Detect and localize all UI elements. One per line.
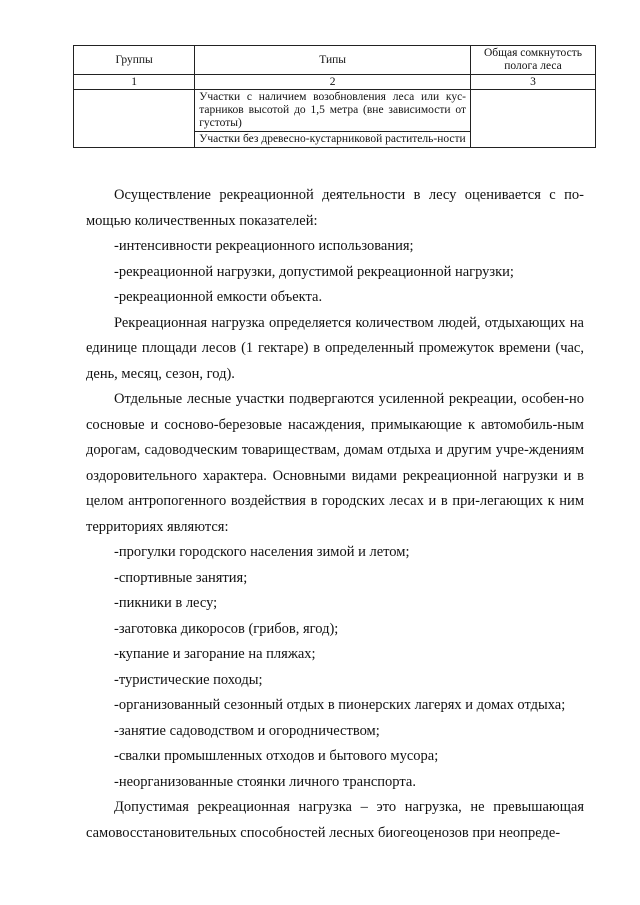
table-number-row: [74, 75, 596, 90]
table-row: [74, 90, 596, 132]
forest-types-table: [73, 45, 596, 148]
col-number-2: 2: [195, 75, 471, 90]
list-item: -рекреационной нагрузки, допустимой рекреационной нагрузки;: [114, 263, 514, 280]
header-closure: Общая сомкнутость полога леса: [471, 46, 596, 75]
list-item: -пикники в лесу;: [114, 595, 218, 611]
table-cell-type: Участки без древесно-кустарниковой раститель-ности: [195, 132, 471, 148]
col-number-1: 1: [74, 75, 195, 90]
table-header-row: [74, 46, 596, 75]
list-item: -купание и загорание на пляжах;: [114, 646, 316, 662]
list-item: -прогулки городского населения зимой и летом;: [114, 544, 410, 560]
list-item: -туристические походы;: [114, 671, 263, 688]
paragraph: Отдельные лесные участки подвергаются усиленной рекреации, особен-но сосновые и сосново-березовые насаждения, примыкающие к автомобиль-ным дорогам, садоводческим товариществам, домам отдыха и другим учре-ждениям оздоровительного характера. Основными видами рекреационной нагрузки и в целом антропогенного воздействия в городских лесах и в при-легающих к ним территориях являются:: [86, 391, 584, 535]
header-groups: Группы: [74, 46, 195, 75]
list-item: -интенсивности рекреационного использования;: [114, 238, 414, 254]
table-cell-type: Участки с наличием возобновления леса или кус-тарников высотой до 1,5 метра (вне зависимости от густоты): [195, 90, 471, 132]
list-item: -рекреационной емкости объекта.: [114, 289, 323, 305]
table-cell-closure: [471, 90, 596, 148]
paragraph: Осуществление рекреационной деятельности в лесу оценивается с по-мощью количественных показателей:: [86, 187, 584, 229]
paragraph: Допустимая рекреационная нагрузка – это нагрузка, не превышающая самовосстановительных способностей лесных биогеоценозов при неопреде-: [86, 799, 584, 841]
body-text: [86, 183, 584, 846]
paragraph: Рекреационная нагрузка определяется количеством людей, отдыхающих на единице площади лесов (1 гектаре) в определенный промежуток времени (час, день, месяц, сезон, год).: [86, 314, 584, 382]
list-item: -занятие садоводством и огородничеством;: [114, 722, 380, 739]
col-number-3: 3: [471, 75, 596, 90]
list-item: -заготовка дикоросов (грибов, ягод);: [114, 620, 339, 637]
table-cell-group: [74, 90, 195, 148]
list-item: -свалки промышленных отходов и бытового мусора;: [114, 748, 439, 764]
list-item: -неорганизованные стоянки личного транспорта.: [114, 773, 416, 790]
header-types: Типы: [195, 46, 471, 75]
list-item: -организованный сезонный отдых в пионерских лагерях и домах отдыха;: [114, 697, 566, 713]
list-item: -спортивные занятия;: [114, 569, 248, 586]
